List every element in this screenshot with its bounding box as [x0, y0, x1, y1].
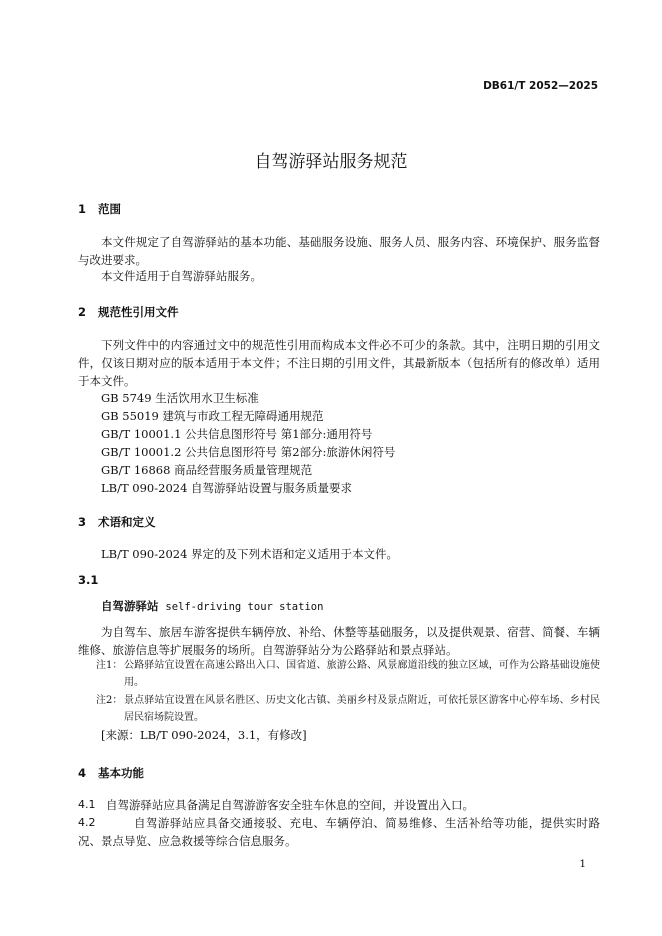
page-number: 1	[579, 858, 586, 870]
term-chinese: 自驾游驿站	[101, 599, 159, 613]
scope-applicability: 本文件适用于自驾游驿站服务。	[101, 269, 262, 283]
note-1	[96, 657, 600, 691]
page-title: 自驾游驿站服务规范	[254, 152, 408, 172]
clause-4-1	[78, 796, 600, 814]
clause-text: 自驾游驿站应具备交通接驳、充电、车辆停泊、简易维修、生活补给等功能，提供实时路况、景点导览、应急救援等综合信息服务。	[78, 816, 600, 848]
reference-item: GB 55019 建筑与市政工程无障碍通用规范	[101, 409, 324, 423]
note-label: 注1：	[96, 660, 123, 671]
term-english: self-driving tour station	[165, 601, 324, 613]
section-number: 2	[78, 305, 87, 319]
clause-4-2	[78, 814, 600, 850]
section-title: 基本功能	[98, 766, 145, 780]
reference-item: LB/T 090-2024 自驾游驿站设置与服务质量要求	[101, 481, 353, 495]
reference-item: GB/T 10001.2 公共信息图形符号 第2部分:旅游休闲符号	[101, 445, 396, 459]
note-label: 注2：	[96, 695, 123, 706]
reference-item: GB/T 10001.1 公共信息图形符号 第1部分:通用符号	[101, 427, 373, 441]
section-title: 规范性引用文件	[98, 305, 179, 319]
clause-number: 4.1	[78, 798, 96, 811]
section-1-heading	[78, 201, 121, 217]
term-source: [来源：LB/T 090-2024，3.1，有修改]	[101, 728, 307, 742]
terms-intro: LB/T 090-2024 界定的及下列术语和定义适用于本文件。	[101, 547, 399, 561]
reference-list	[101, 389, 601, 497]
section-title: 范围	[98, 202, 122, 216]
section-title: 术语和定义	[98, 515, 156, 529]
note-text: 公路驿站宜设置在高速公路出入口、国省道、旅游公路、风景廊道沿线的独立区域，可作为公路基础设施使用。	[124, 660, 600, 688]
section-number: 1	[78, 202, 87, 216]
note-text: 景点驿站宜设置在风景名胜区、历史文化古镇、美丽乡村及景点附近，可依托景区游客中心停车场、乡村民居民宿场院设置。	[124, 695, 600, 723]
section-number: 4	[78, 766, 87, 780]
reference-item: GB/T 16868 商品经营服务质量管理规范	[101, 463, 313, 477]
term-definition: 为自驾车、旅居车游客提供车辆停放、补给、休整等基础服务，以及提供观景、宿营、简餐、车辆维修、旅游信息等扩展服务的场所。自驾游驿站分为公路驿站和景点驿站。	[78, 625, 600, 657]
clause-text: 自驾游驿站应具备满足自驾游游客安全驻车休息的空间，并设置出入口。	[106, 798, 474, 812]
section-4-heading	[78, 765, 144, 781]
note-2	[96, 692, 600, 726]
term-entry	[101, 598, 323, 614]
references-intro: 下列文件中的内容通过文中的规范性引用而构成本文件必不可少的条款。其中，注明日期的引用文件，仅该日期对应的版本适用于本文件；不注日期的引用文件，其最新版本（包括所有的修改单）适用于本文件。	[78, 338, 600, 388]
section-3-heading	[78, 514, 156, 530]
section-2-heading	[78, 304, 179, 320]
reference-item: GB 5749 生活饮用水卫生标准	[101, 391, 259, 405]
section-number: 3	[78, 515, 87, 529]
document-number: DB61/T 2052—2025	[483, 80, 598, 92]
scope-paragraph: 本文件规定了自驾游驿站的基本功能、基础服务设施、服务人员、服务内容、环境保护、服务监督与改进要求。	[78, 235, 600, 267]
term-number: 3.1	[78, 573, 99, 587]
clause-number: 4.2	[78, 816, 96, 829]
